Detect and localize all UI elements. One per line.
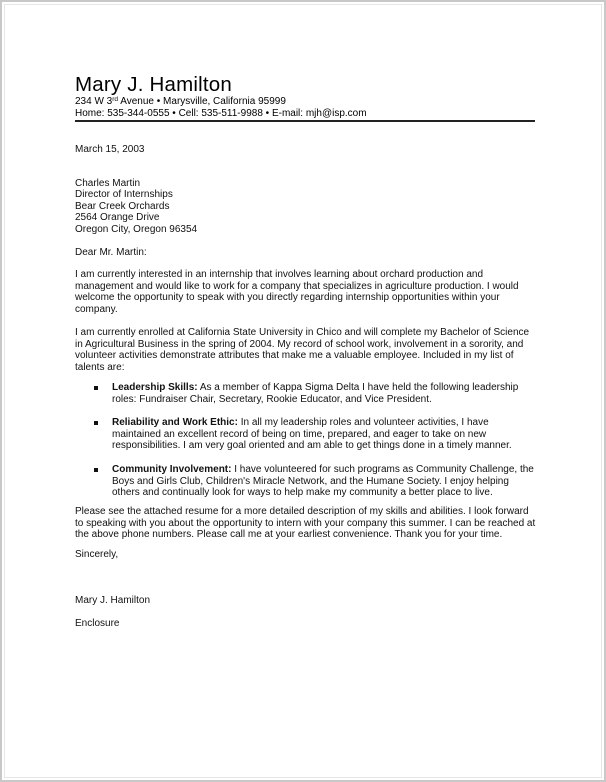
list-item <box>94 382 538 405</box>
bullet-term: Reliability and Work Ethic: <box>112 417 238 429</box>
sender-contact: Home: 535-344-0555 • Cell: 535-511-9988 • E-mail: mjh@isp.com <box>75 108 367 119</box>
bullet-text: As a member of Kappa Sigma Delta I have held the following leadership roles: Fundraiser Chair, Secretary, Rookie Educator, and Vice President. <box>112 382 519 405</box>
recipient-title: Director of Internships <box>75 189 173 201</box>
recipient-company: Bear Creek Orchards <box>75 200 170 212</box>
bullet-icon <box>94 386 98 390</box>
complimentary-close: Sincerely, <box>75 549 119 560</box>
bullet-term: Leadership Skills: <box>112 382 198 393</box>
bullet-icon <box>94 468 98 472</box>
recipient-block <box>75 178 537 235</box>
bullet-icon <box>94 421 98 425</box>
letter-date: March 15, 2003 <box>75 144 145 155</box>
salutation: Dear Mr. Martin: <box>75 247 147 258</box>
list-item <box>94 464 538 499</box>
list-item <box>94 417 538 452</box>
paragraph-intro: I am currently interested in an internship that involves learning about orchard production and management and would like to work for a company that specializes in agriculture production. I would welcome the opportunity to speak with you directly regarding internship opportunities within your company. <box>75 269 519 315</box>
talents-list <box>94 382 538 511</box>
sender-address-ordinal: rd <box>112 96 119 103</box>
paragraph-education: I am currently enrolled at California State University in Chico and will complete my Bachelor of Science in Agricultural Business in the spring of 2004. My record of school work, involvement in a sorority, and volunteer activities demonstrate attributes that make me a valuable employee. Included in my list of talents are: <box>75 327 530 373</box>
bullet-text: In all my leadership roles and volunteer activities, I have maintained an excellent record of being on time, prepared, and eager to take on new responsibilities. I am very goal oriented and am able to get things done in a timely manner. <box>112 417 512 452</box>
bullet-term: Community Involvement: <box>112 463 232 475</box>
sender-address-rest: Avenue • Marysville, California 95999 <box>118 96 286 107</box>
sender-address-prefix: 234 W 3 <box>75 96 113 107</box>
bullet-text: I have volunteered for such programs as Community Challenge, the Boys and Girls Club, Children's Miracle Network, and the Humane Society. I enjoy helping others and continually look for ways to help make my community a better place to live. <box>112 463 534 499</box>
recipient-city: Oregon City, Oregon 96354 <box>75 223 198 235</box>
sender-address <box>75 96 286 108</box>
sender-name: Mary J. Hamilton <box>75 73 232 96</box>
enclosure-note: Enclosure <box>75 618 120 629</box>
paragraph-closing: Please see the attached resume for a more detailed description of my skills and abilities. I look forward to speaking with you about the opportunity to intern with your company this summer. I can be reached at the above phone numbers. Please call me at your earliest convenience. Thank you for your time. <box>75 506 536 541</box>
signature-name: Mary J. Hamilton <box>75 595 151 606</box>
recipient-name: Charles Martin <box>75 178 141 189</box>
header-divider <box>75 120 535 122</box>
recipient-street: 2564 Orange Drive <box>75 212 160 224</box>
